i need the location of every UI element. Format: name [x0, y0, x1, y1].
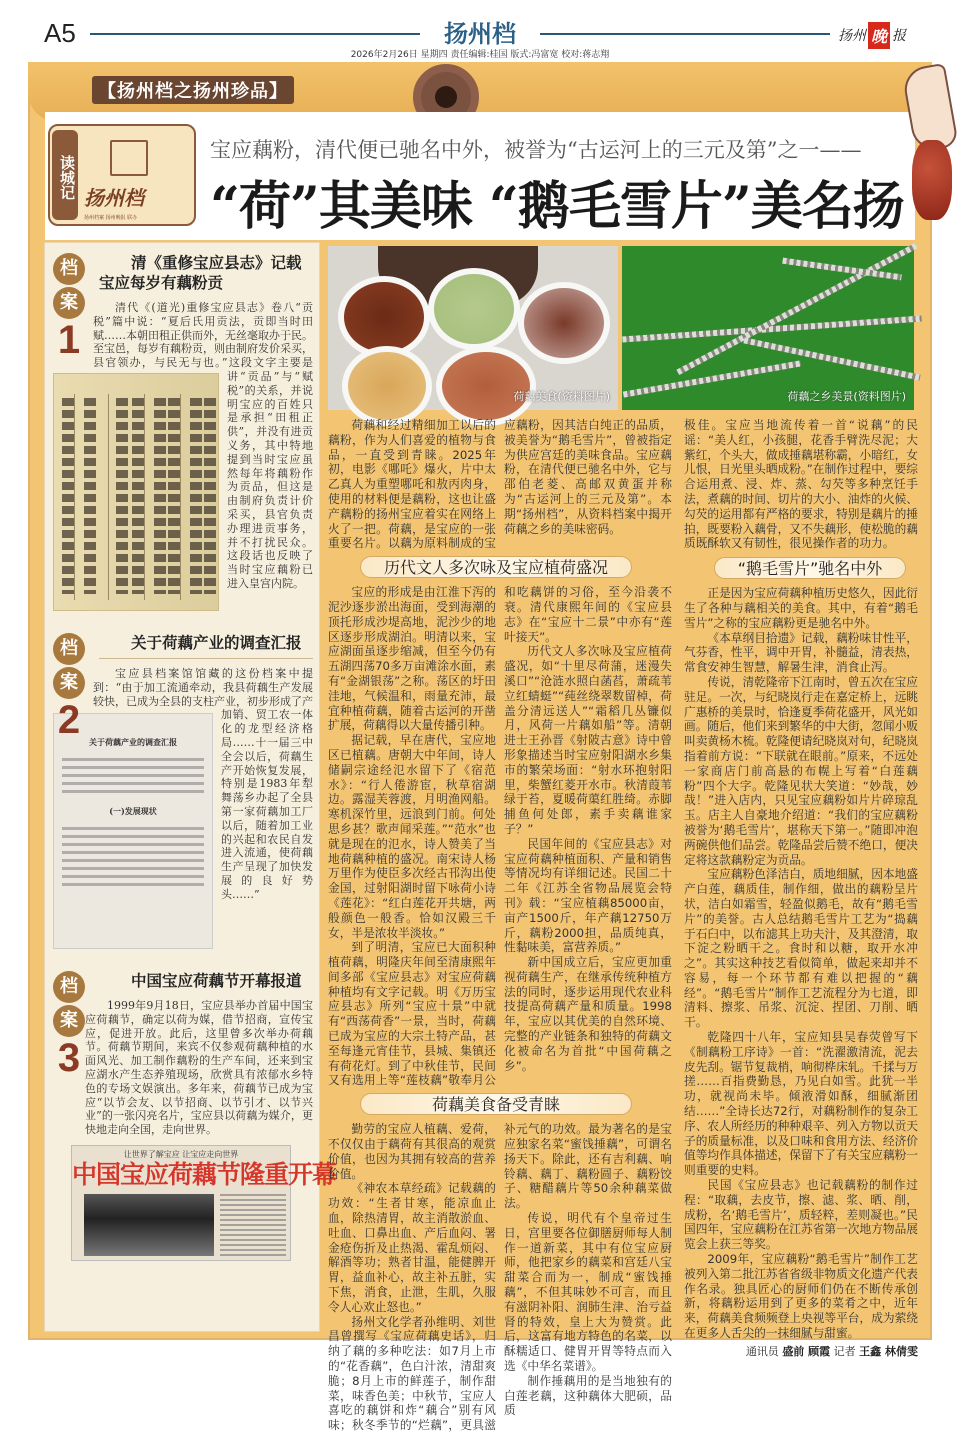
paragraph: 新中国成立后，宝应更加重视荷藕生产，在继承传统种植方法的同时，逐步运用现代农业科技提高荷藕产量和质量。1998年，宝应以其优美的自然环境、完整的产业链条和独特的荷藕文化被命名为首批“中国荷藕之乡”。	[504, 955, 672, 1073]
paragraph: 民国《宝应县志》也记载藕粉的制作过程：“取藕，去皮节，擦、滤、浆、晒、削，成粉，名‘鹅毛雪片’，质轻粹，差则凝也。”民国四年，宝应藕粉在江苏省第一次地方物品展览会上获三等奖。	[684, 1178, 918, 1252]
clip-kicker: 让世界了解宝应 让宝应走向世界	[123, 1149, 239, 1159]
byline-names: 盛前 顾霞	[782, 1344, 831, 1358]
clip-body-text	[220, 1194, 286, 1256]
section-title: 扬州档	[444, 20, 516, 48]
archive-3	[45, 961, 337, 1269]
archive-1-text: 清代《(道光)重修宝应县志》卷八“贡税”篇中说：“夏后氏用贡法，贡即当时田赋……本朝田租正供而外，无丝毫取办于民。至宝邑，每岁有藕粉贡，则由制府发价采买，县官领办，与民无与也。”这段文字主要是讲“贡品”与“赋税”的关系，并说明宝应的百姓只是承担“田租正供”，并没有进贡义务，其中特地提到当时宝应虽然每年将藕粉作为贡品，但这是由制府负责计价采买，县官负责办理进贡事务，并不打扰民众。这段话也反映了当时宝应藕粉已进入皇宫内院。	[93, 301, 313, 590]
paragraph: 《神农本草经疏》记载藕的功效：“生者甘寒，能凉血止血，除热清胃，故主消散淤血、吐血、口鼻出血、产后血闷、署金疮伤折及止热渴、霍乱烦闷、解酒等功；熟者甘温，能健脾开胃，益血补心，故主补五脏，实下焦，消食，止泄，生肌，久服令人心欢止怒也。”	[328, 1181, 496, 1314]
archive-badge: 案	[53, 287, 85, 319]
doc-title: 关于荷藕产业的调查汇报	[89, 737, 177, 747]
byline-label: 通讯员	[745, 1344, 779, 1358]
paragraph: 极佳。宝应当地流传着一首“说藕”的民谣：“美人红，小孩腿，花香手臂洗尽泥；大紫红，个头大，做成捶藕堪称霸，小暗红，女儿恨，日光里头晒成粉。”在制作过程中，要综合运用煮、浸、炸、蒸、勾芡等多种烹饪手法，煮藕的时间、切片的大小、油炸的火候、勾芡的运用都有严格的要求，特别是藕片的捶拍，既要粉入藕骨，又不失藕形，使松脆的藕质既酥软又有韧性，很见操作者的功力。	[684, 418, 918, 551]
archive-badge: 档	[53, 971, 85, 1003]
archive-badge: 案	[53, 1005, 85, 1037]
column-logo-name: 扬州档	[84, 186, 144, 210]
archive-number: 2	[57, 698, 81, 742]
paragraph: 2009年，宝应藕粉“鹅毛雪片”制作工艺被列入第二批江苏省省级非物质文化遗产代表作名录。独具匠心的厨师们仍在不断传承创新，将藕粉运用到了更多的菜肴之中，近年来，荷藕美食频频登上央视等平台，成为萦绕在更多人舌尖的一抹细腻与甜蜜。	[684, 1252, 918, 1341]
paragraph: 民国年间的《宝应县志》对宝应荷藕种植面积、产量和销售等情况均有详细记述。民国二十二年《江苏全省物品展览会特刊》载：“宝应植藕85000亩，亩产1500斤，年产藕12750万斤，藕粉2000担，品质纯真，性黏味美，富营养质。”	[504, 836, 672, 955]
logo-text-c: 报	[892, 28, 907, 44]
article-right-column	[684, 418, 918, 1360]
archive-3-marker	[53, 971, 85, 1079]
archive-3-text: 1999年9月18日，宝应县举办首届中国宝应荷藕节，确定以荷为媒，借节招商，宣传宝应，促进开放。此后，这里曾多次举办荷藕节。荷藕节期间，来宾不仅参观荷藕种植的水面风光、加工制作藕粉的生产车间，还来到宝应湖水产生态养殖现场，欣赏具有浓郁水乡特色的专场文娱演出。多年来，荷藕节已成为宝应“以节会友、以节招商、以节引才、以节兴业”的一张闪亮名片，宝应县以荷藕为媒介，更快地走向全国，走向世界。	[85, 999, 313, 1137]
paragraph: 制作捶藕用的是当地独有的白莲老藕，这种藕体大肥硕，品质	[504, 1373, 672, 1418]
headline-subtitle: 宝应藕粉，清代便已驰名中外，被誉为“古运河上的三元及第”之一——	[210, 138, 862, 162]
archive-badge: 档	[53, 633, 85, 665]
archive-1	[45, 243, 319, 623]
column-logo-side: 读城记	[52, 130, 78, 220]
clip-photo	[84, 1194, 214, 1256]
byline	[684, 1345, 918, 1360]
intro-paragraph: 荷藕和经过精细加工以后的藕粉，作为人们喜爱的植物与食品，一直受到青睐。2025年初，电影《哪吒》爆火，片中太乙真人为重塑哪吒和敖丙肉身，使用的材料便是藕粉，这也让盛产藕粉的扬州宝应着实在网络上火了一把。荷藕，是宝应的一张重要名片。以藕为原料制成的宝应藕粉，因其洁白纯正的品质，被美誉为“鹅毛雪片”，曾被指定为供应宫廷的美味食品。宝应藕粉，在清代便已驰名中外，它与邵伯老菱、高邮双黄蛋并称为“古运河上的三元及第”。本期“扬州档”，从资料档案中揭开荷藕之乡的美味密码。	[328, 418, 672, 551]
paragraph: 乾隆四十八年，宝应知县吴春荧曾写下《制藕粉工序诗》一首：“洗濯激清流，泥去皮先刮。锯节复裁梢，响彻桦床轧。千揉与万搓……百指费勤恳，乃见白如雪。此犹一半功，就视尚未毕。倾液滑如酥，细腻渐团结……”全诗长达72行，对藕粉制作的复杂工序、农人所经历的种种艰辛、列入方物以贡天子的质量标准，以及口味和食用方法、经济价值等均作具体描述，保留下了有关宝应藕粉一则重要的史料。	[684, 1030, 918, 1178]
archive-2-marker	[53, 633, 85, 741]
paragraph: 宝应藕粉色泽洁白，质地细腻，因本地盛产白莲，藕质佳，制作细，做出的藕粉呈片状，洁白如霜雪，轻盈似鹅毛，故有“鹅毛雪片”的美誉。古人总结鹅毛雪片工艺为“捣藕于石臼中，以布滤其上功夫汁，及其澄清，取下淀之粉晒干之。食时和以糖，取开水冲之”。其实这种技艺看似简单，做起来却并不容易，每一个环节都有难以把握的“藕经”。“鹅毛雪片”制作工艺流程分为七道，即清料、擦浆、吊浆、沉淀、捏团、刀削、晒干。	[684, 867, 918, 1030]
clip-headline: 中国宝应荷藕节隆重开幕	[72, 1159, 337, 1189]
archive-1-text-wrap	[53, 301, 313, 615]
archive-sidebar	[44, 242, 337, 1332]
festival-newspaper-clipping	[71, 1145, 337, 1261]
doc-section: (一)发展现状	[109, 805, 157, 816]
paragraph: 宝应的形成是由江淮下泻的泥沙逐步淤出海面，受到海潮的顶托形成沙堤高地，泥沙少的地区逐步形成湖泊。明清以来，宝应湖面虽逐步缩减，但至今仍有五湖四荡70多万亩滩涂水面，素有“金湖银荡”之称。荡区的圩田洼地，气候温和，雨量充沛，最宜种植荷藕，随着古运河的开凿扩展，荷藕得以大量传播引种。	[328, 585, 496, 733]
headline-title: “荷”其美味 “鹅毛雪片”美名扬	[210, 176, 904, 237]
lotus-food-photo	[328, 246, 618, 410]
paragraph: 扬州文化学者孙维明、刘世昌曾撰写《宝应荷藕史话》，归纳了藕的多种吃法：如7月上市的“花香藕”，色白汁浓，清甜爽脆；8月上市的鲜莲子，制作甜菜，味香色美；中秋节，宝应人喜吃的藕饼和炸“藕合”别有风味；秋冬季节的“烂藕”，更具滋补元气的功效。最为著名的是宝应独家名菜“蜜饯捶藕”，可谓名扬天下。除此，还有吉利藕、响铃藕、藕丁、藕粉圆子、藕粉饺子、糖醋藕片等50余种藕菜做法。	[328, 1122, 672, 1433]
section-heading: 荷藕美食备受青睐	[360, 1093, 632, 1115]
logo-text-b: 晚	[868, 22, 890, 49]
newspaper-logo	[838, 18, 938, 52]
page-number: A5	[44, 18, 76, 48]
food-photo-caption: 荷藕美食(资料图片)	[513, 390, 610, 403]
article-main-columns	[328, 418, 672, 1433]
archive-3-title: 中国宝应荷藕节开幕报道	[131, 972, 302, 990]
archive-badge: 档	[53, 253, 85, 285]
field-photo-caption: 荷藕之乡美景(资料图片)	[787, 390, 906, 403]
section-1-body	[328, 585, 672, 1088]
section-2-body	[328, 1122, 672, 1433]
header-rule-right	[540, 33, 830, 35]
column-logo-sub: 扬州档案 扬州晚报 联办	[84, 215, 138, 221]
section-heading: “鹅毛雪片”驰名中外	[714, 557, 906, 579]
lotus-field-photo	[622, 246, 914, 410]
byline-names: 王鑫 林倩雯	[859, 1344, 918, 1358]
archive-badge: 案	[53, 667, 85, 699]
section-heading: 历代文人多次咏及宝应植荷盛况	[360, 556, 632, 578]
folder-icon	[110, 140, 148, 176]
article-intro	[328, 418, 672, 551]
archive-2-title: 关于荷藕产业的调查汇报	[99, 633, 313, 659]
paragraph: 到了明清，宝应已大面积种植荷藕，明隆庆年间至清康熙年间多部《宝应县志》对宝应荷藕种植均有文字记载。明《万历宝应县志》所列“宝应十景”中就有“西荡荷香”一景，当时，荷藕已成为宝应的大宗土特产品，甚至每逢元宵佳节，县城、集镇还有荷花灯。到了中秋佳节，民间又有选用上等“莲枝藕”敬奉月公和吃藕饼的习俗，至今沿袭不衰。清代康熙年间的《宝应县志》在“宝应十二景”中亦有“莲叶接天”。	[328, 585, 672, 1088]
archive-1-title: 清《重修宝应县志》记载宝应每岁有藕粉贡	[99, 254, 302, 292]
header-rule-left	[90, 33, 420, 35]
paragraph: 历代文人多次咏及宝应植荷盛况，如“十里尽荷蒲，迷漫失溪口”“沧涟水照白菡萏，萧疏苇立红蜻蜓”“莼丝绕翠数留棹，荷盖分清远送人”“霜稻几丛镰似月，风荷一片藕如船”等。清朝进士王孙晋《射陂古意》诗中曾形象描述当时宝应射阳湖水乡集市的繁荣场面：“射水环抱射阳里，柴蟹红菱开水市。秋清葭苇绿于苔，夏暖荷蕖红胜绮。赤脚捕鱼何处郎，素手卖藕谁家子？”	[504, 644, 672, 836]
paragraph: 正是因为宝应荷藕种植历史悠久，因此衍生了各种与藕相关的美食。其中，有着“鹅毛雪片”之称的宝应藕粉更是驰名中外。	[684, 586, 918, 630]
logo-text-a: 扬州	[838, 28, 866, 44]
archive-2-text-wrap	[53, 667, 313, 953]
paragraph: 《本草纲目拾遗》记载，藕粉味甘性平，气芬香，性平，调中开胃，补髓益，清表热，常食安神生智慧，解暑生津，消食止泻。	[684, 630, 918, 675]
dateline: 2026年2月26日 星期四 责任编辑:桂国 版式:冯富宽 校对:蒋志翔	[350, 50, 610, 60]
archive-number: 3	[57, 1036, 81, 1080]
byline-label: 记者	[833, 1344, 856, 1358]
archive-2	[45, 623, 319, 961]
paragraph: 勤劳的宝应人植藕、爱荷，不仅仅由于藕荷有其很高的观赏价值，也因为其拥有较高的营养价值。	[328, 1122, 496, 1181]
paragraph: 据记载，早在唐代，宝应地区已植藕。唐朝大中年间，诗人储嗣宗途经氾水留下了《宿范水》：“行人倦游宦，秋草宿湖边。露湿芙蓉渡，月明渔网船。寒机深竹里，远浪到门前。何处思乡甚？歌声闻采莲。”“范水”也就是现在的氾水，诗人赞美了当地荷藕种植的盛况。南宋诗人杨万里作为使臣多次经古邗沟出使金国，过射阳湖时留下咏荷小诗《莲花》：“红白莲花开共塘，两般颜色一般香。恰如汉殿三千女，半是浓妆半淡妆。”	[328, 733, 496, 940]
archive-2-text: 宝应县档案馆馆藏的这份档案中提到：“由于加工流通牵动，我县荷藕生产发展较快，已成为全县的支柱产业，初步形成了产加销、贸工农一体化的龙型经济格局……十一届三中全会以后，荷藕生产开始恢复发展，特别是1983年犁舞荡乡办起了全县第一家荷藕加工厂以后，随着加工业的兴起和农民自发进入流通，使荷藕生产呈现了加快发展的良好势头……”	[93, 667, 313, 901]
survey-report-photo	[53, 713, 213, 949]
paragraph: 传说，清乾隆帝下江南时，曾五次在宝应驻足。一次，与纪晓岚行走在嘉定桥上，远眺广惠桥的美景时，恰逢夏季荷花盛开，风光如画。随后，他们来到繁华的中大街，忽闻小贩叫卖黄杨木梳。乾隆便请纪晓岚对句，纪晓岚指着前方说：“下联就在眼前。”原来，不远处一家商店门前高悬的布幌上写着“白莲藕粉”四个大字。乾隆见状大笑道：“妙哉，妙哉！”进入店内，只见宝应藕粉如片片碎琼乱玉。店主人自豪地介绍道：“我们的宝应藕粉被誉为‘鹅毛雪片’，堪称天下第一。”随即冲泡两碗供他们品尝。乾隆品尝后赞不绝口，便决定将这款藕粉定为贡品。	[684, 674, 918, 867]
stamp-illustration	[912, 140, 952, 220]
column-tag: 【扬州档之扬州珍品】	[92, 76, 294, 104]
archive-1-marker	[53, 253, 85, 361]
archive-number: 1	[57, 318, 81, 362]
county-annals-photo	[53, 373, 219, 611]
paragraph: 传说，明代有个皇帝过生日，宫里要各位御膳厨师每人制作一道新菜，其中有位宝应厨师，他把家乡的藕菜和宫廷八宝甜菜合而为一，制成“蜜饯捶藕”，不但其味妙不可言，而且有滋阴补阳、润肺生津、治亏益肾的特效，皇上大为赞赏。此后，这富有地方特色的名菜，以酥糯适口、健胃开胃等特点而入选《中华名菜谱》。	[504, 1211, 672, 1374]
